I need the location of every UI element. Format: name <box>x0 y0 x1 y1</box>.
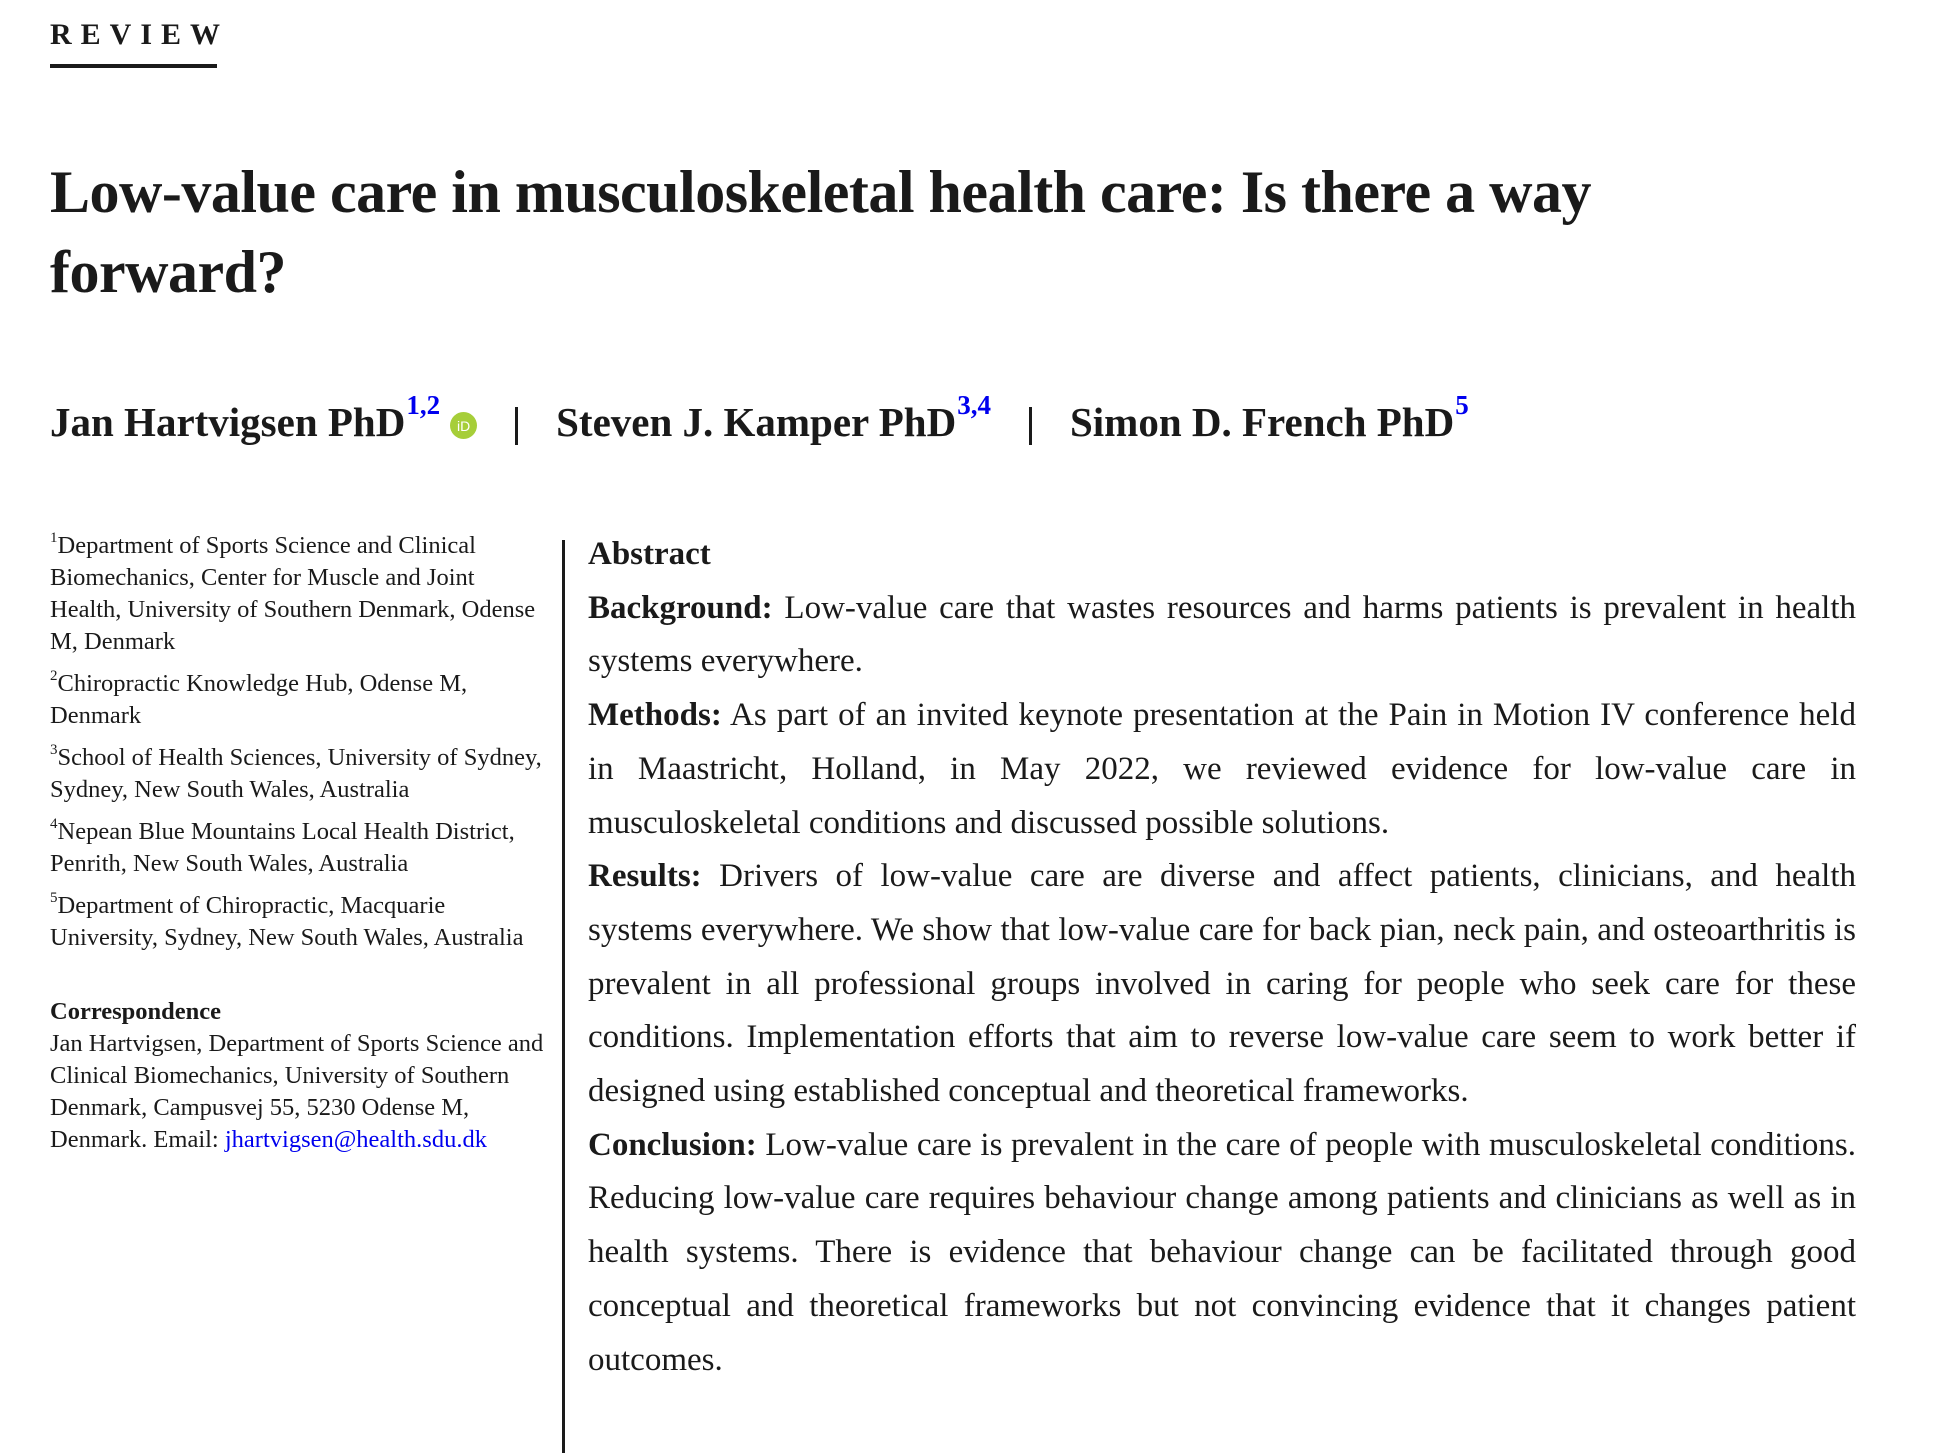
section-text: Low-value care is prevalent in the care of people with musculoskeletal conditions. Reducing low-value care requires behaviour change among patients and clinicians as well as in health systems. There is evidence that behaviour change can be facilitated through good conceptual and theoretical frameworks but not convincing evidence that it changes patient outcomes. <box>588 1126 1857 1378</box>
author-name[interactable]: Jan Hartvigsen PhD <box>50 399 406 445</box>
affiliation-text: Chiropractic Knowledge Hub, Odense M, Denmark <box>50 670 468 729</box>
article-type-underline <box>50 64 217 68</box>
affiliations-column <box>50 530 550 1156</box>
affiliation-number: 2 <box>50 667 58 684</box>
author-affiliation-ref[interactable]: 1,2 <box>406 390 441 420</box>
abstract-methods <box>588 689 1856 850</box>
article-type-label: REVIEW <box>50 18 230 51</box>
affiliation-text: Nepean Blue Mountains Local Health District, Penrith, New South Wales, Australia <box>50 818 515 877</box>
section-text: Low-value care that wastes resources and harms patients is prevalent in health systems everywhere. <box>588 589 1857 680</box>
section-label: Methods: <box>588 697 722 734</box>
author-list <box>50 392 1469 452</box>
correspondence-text <box>50 1028 550 1156</box>
section-label: Background: <box>588 589 773 626</box>
abstract-conclusion <box>588 1119 1856 1388</box>
affiliation-item <box>50 530 550 658</box>
correspondence-block <box>50 996 550 1156</box>
correspondence-address: Jan Hartvigsen, Department of Sports Science and Clinical Biomechanics, University of Southern Denmark, Campusvej 55, 5230 Odense M, Denmark. <box>50 1030 544 1153</box>
author-affiliation-ref[interactable]: 3,4 <box>957 390 991 420</box>
affiliation-number: 1 <box>50 529 58 546</box>
correspondence-heading: Correspondence <box>50 998 222 1025</box>
section-label: Conclusion: <box>588 1126 757 1163</box>
article-title: Low-value care in musculoskeletal health care: Is there a way forward? <box>50 159 1592 305</box>
section-text: Drivers of low-value care are diverse and affect patients, clinicians, and health systems everywhere. We show that low-value care for back pian, neck pain, and osteoarthritis is prevalent in all professional groups involved in caring for people who seek care for these conditions. Implementation efforts that aim to reverse low-value care seem to work better if designed using established conceptual and theoretical frameworks. <box>588 858 1856 1110</box>
author-2[interactable] <box>556 390 991 446</box>
column-divider <box>562 540 565 1453</box>
affiliation-text: School of Health Sciences, University of Sydney, Sydney, New South Wales, Australia <box>50 744 542 803</box>
email-link[interactable]: jhartvigsen@health.sdu.dk <box>224 1126 487 1153</box>
abstract-heading: Abstract <box>588 536 711 572</box>
author-name[interactable]: Steven J. Kamper PhD <box>556 399 957 445</box>
abstract <box>588 528 1856 1387</box>
author-3[interactable] <box>1069 390 1469 446</box>
abstract-results <box>588 850 1856 1119</box>
affiliation-number: 4 <box>50 815 58 832</box>
author-1[interactable] <box>50 390 477 446</box>
orcid-icon[interactable]: iD <box>450 412 477 439</box>
affiliation-item <box>50 742 550 806</box>
email-label: Email: <box>153 1126 219 1153</box>
affiliation-text: Department of Sports Science and Clinical Biomechanics, Center for Muscle and Joint Health, University of Southern Denmark, Odense M, Denmark <box>50 532 536 655</box>
affiliation-text: Department of Chiropractic, Macquarie University, Sydney, New South Wales, Australia <box>50 892 524 951</box>
author-separator <box>515 407 518 445</box>
abstract-background <box>588 582 1856 689</box>
author-name[interactable]: Simon D. French PhD <box>1069 399 1455 445</box>
affiliation-number: 5 <box>50 889 58 906</box>
author-separator <box>1029 407 1032 445</box>
author-affiliation-ref[interactable]: 5 <box>1455 390 1469 420</box>
section-label: Results: <box>588 858 702 895</box>
section-text: As part of an invited keynote presentation at the Pain in Motion IV conference held in Maastricht, Holland, in May 2022, we reviewed evidence for low-value care in musculoskeletal conditions and discussed possible solutions. <box>588 697 1856 841</box>
affiliation-item <box>50 816 550 880</box>
affiliation-item <box>50 668 550 732</box>
affiliation-item <box>50 890 550 954</box>
affiliation-number: 3 <box>50 741 58 758</box>
